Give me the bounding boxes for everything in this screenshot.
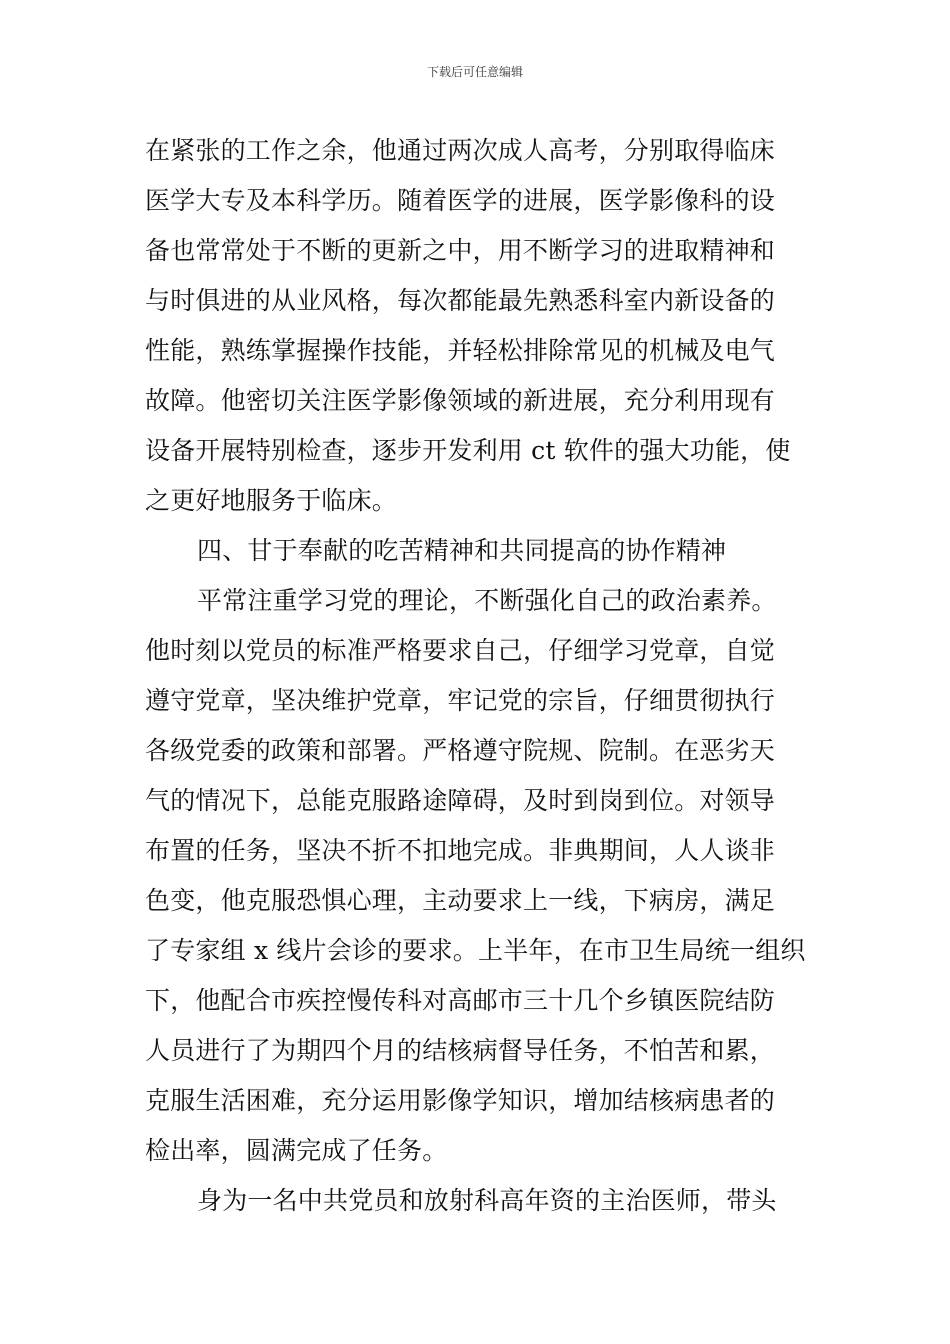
paragraph-2-line-5: 气的情况下，总能克服路途障碍，及时到岗到位。对领导 — [145, 786, 776, 815]
paragraph-2-line-3: 遵守党章，坚决维护党章，牢记党的宗旨，仔细贯彻执行 — [145, 686, 776, 715]
paragraph-2-line-2: 他时刻以党员的标准严格要求自己，仔细学习党章，自觉 — [145, 636, 776, 665]
paragraph-1-line-7: 设备开展特别检查，逐步开发利用 ct 软件的强大功能，使 — [145, 436, 791, 465]
document-body — [145, 126, 809, 1226]
paragraph-2-line-9: 下，他配合市疾控慢传科对高邮市三十几个乡镇医院结防 — [145, 986, 776, 1015]
paragraph-1-line-3: 备也常常处于不断的更新之中，用不断学习的进取精神和 — [145, 236, 776, 265]
paragraph-2-line-1: 平常注重学习党的理论，不断强化自己的政治素养。 — [197, 586, 777, 615]
paragraph-2-line-8: 了专家组 x 线片会诊的要求。上半年，在市卫生局统一组织 — [145, 936, 806, 965]
paragraph-1-line-8: 之更好地服务于临床。 — [145, 486, 398, 515]
paragraph-1-line-1: 在紧张的工作之余，他通过两次成人高考，分别取得临床 — [145, 136, 776, 165]
paragraph-2-line-6: 布置的任务，坚决不折不扣地完成。非典期间，人人谈非 — [145, 836, 776, 865]
paragraph-1-line-2: 医学大专及本科学历。随着医学的进展，医学影像科的设 — [145, 186, 776, 215]
paragraph-2-line-11: 克服生活困难，充分运用影像学知识，增加结核病患者的 — [145, 1086, 776, 1115]
page-header: 下载后可任意编辑 — [426, 65, 523, 79]
paragraph-2-line-7: 色变，他克服恐惧心理，主动要求上一线，下病房，满足 — [145, 886, 776, 915]
paragraph-2-line-10: 人员进行了为期四个月的结核病督导任务，不怕苦和累， — [145, 1036, 776, 1065]
paragraph-1-line-6: 故障。他密切关注医学影像领域的新进展，充分利用现有 — [145, 386, 776, 415]
section-heading: 四、甘于奉献的吃苦精神和共同提高的协作精神 — [197, 536, 727, 565]
paragraph-3-line-1: 身为一名中共党员和放射科高年资的主治医师，带头 — [197, 1186, 777, 1215]
paragraph-1-line-5: 性能，熟练掌握操作技能，并轻松排除常见的机械及电气 — [145, 336, 776, 365]
paragraph-1-line-4: 与时俱进的从业风格，每次都能最先熟悉科室内新设备的 — [145, 286, 776, 315]
paragraph-2-line-4: 各级党委的政策和部署。严格遵守院规、院制。在恶劣天 — [145, 736, 776, 765]
paragraph-2-line-12: 检出率，圆满完成了任务。 — [145, 1136, 448, 1165]
